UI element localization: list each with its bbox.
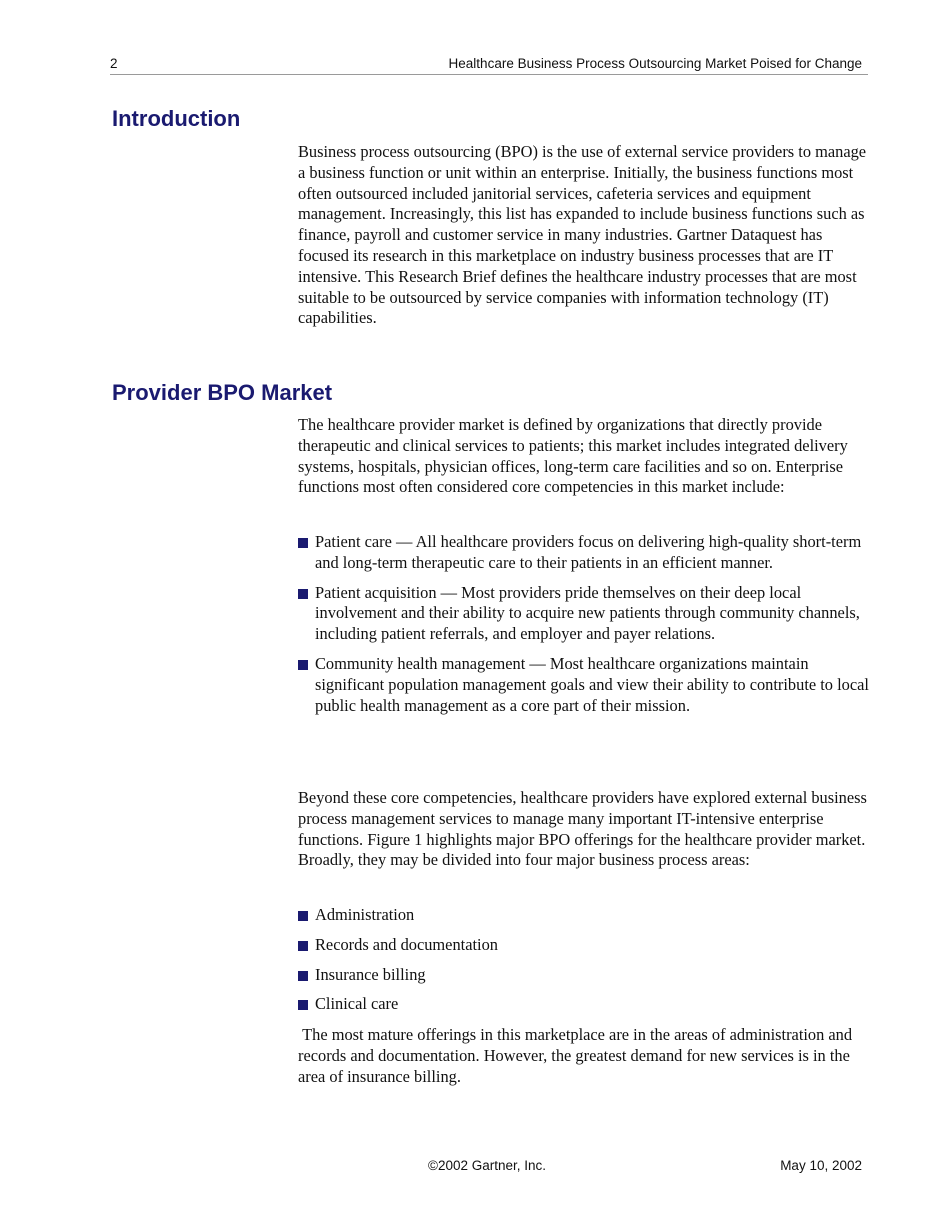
list-item-text: Patient acquisition — Most providers pride themselves on their deep local involvement and their ability to acquire new patients through community channels, including patient referrals, and employer and payer relations.	[315, 582, 860, 644]
beyond-paragraph: Beyond these core competencies, healthcare providers have explored external business process management services to manage many important IT-intensive enterprise functions. Figure 1 highlights major BPO offerings for the healthcare provider market. Broadly, they may be divided into four major business process areas:	[298, 788, 867, 870]
bullet-square-icon	[298, 589, 308, 599]
list-item	[298, 905, 873, 926]
list-item-text: Clinical care	[315, 994, 399, 1014]
list-item-text: Community health management — Most healthcare organizations maintain significant population management goals and view their ability to contribute to local public health management as a core part of their mission.	[315, 653, 869, 715]
list-item	[298, 532, 873, 574]
bullet-square-icon	[298, 538, 308, 548]
closing-paragraph: The most mature offerings in this marketplace are in the areas of administration and records and documentation. However, the greatest demand for new services is in the area of insurance billing.	[298, 1025, 857, 1086]
footer-copyright: ©2002 Gartner, Inc.	[428, 1158, 547, 1173]
bullet-square-icon	[298, 941, 308, 951]
list-item	[298, 965, 873, 986]
footer-date: May 10, 2002	[780, 1158, 862, 1173]
list-item-text: Administration	[315, 905, 415, 924]
list-item	[298, 654, 873, 716]
introduction-heading: Introduction	[112, 106, 241, 131]
introduction-paragraph: Business process outsourcing (BPO) is the use of external service providers to manage a business function or unit within an enterprise. Initially, the business functions most often outsourced included janitorial services, cafeteria services and equipment management. Increasingly, this list has expanded to include business functions such as finance, payroll and customer service in many industries. Gartner Dataquest has focused its research in this marketplace on industry business processes that are IT intensive. This Research Brief defines the healthcare industry processes that are most suitable to be outsourced by service companies with information technology (IT) capabilities.	[298, 142, 867, 328]
list-item	[298, 583, 873, 645]
list-item	[298, 935, 873, 956]
running-header	[110, 56, 868, 75]
bullet-square-icon	[298, 971, 308, 981]
list-item-text: Insurance billing	[315, 964, 426, 984]
list-item	[298, 994, 873, 1015]
bullet-square-icon	[298, 660, 308, 670]
provider-bpo-intro: The healthcare provider market is defined by organizations that directly provide therapeutic and clinical services to patients; this market includes integrated delivery systems, hospitals, physician offices, long-term care facilities and so on. Enterprise functions most often considered core competencies in this market include:	[298, 415, 848, 497]
page-number: 2	[110, 56, 118, 71]
list-item-text: Patient care — All healthcare providers focus on delivering high-quality short-term and long-term therapeutic care to their patients in an efficient manner.	[315, 532, 862, 572]
core-competencies-list	[298, 532, 873, 716]
process-areas-list	[298, 905, 873, 1015]
bullet-square-icon	[298, 1000, 308, 1010]
header-title: Healthcare Business Process Outsourcing Market Poised for Change	[448, 56, 862, 71]
bullet-square-icon	[298, 911, 308, 921]
list-item-text: Records and documentation	[315, 934, 498, 954]
provider-bpo-heading: Provider BPO Market	[112, 380, 333, 405]
